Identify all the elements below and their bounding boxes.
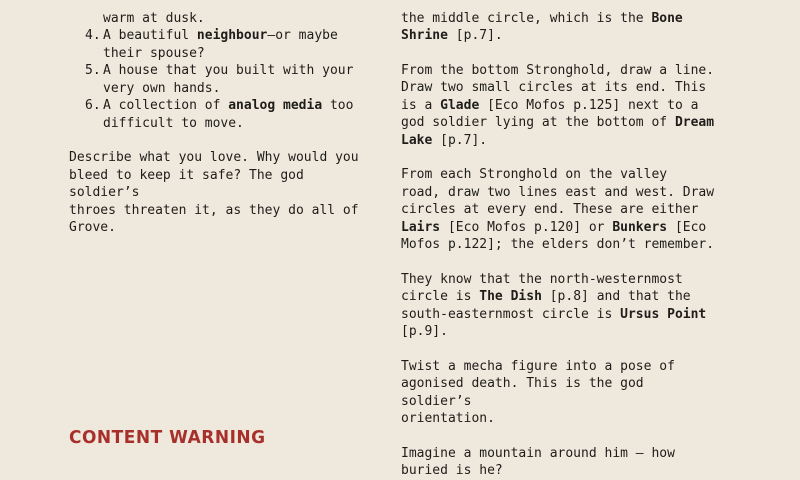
top-crop-edge bbox=[0, 0, 800, 7]
glade-paragraph: From the bottom Stronghold, draw a line. Draw two small circles at its end. This is a Glade [Eco Mofos p.125] next to a god soldier lying at the bottom of Dream Lake [p.7]. bbox=[401, 62, 715, 148]
right-column bbox=[401, 0, 721, 480]
mountain-paragraph: Imagine a mountain around him — how buried is he? bbox=[401, 445, 675, 478]
list-item: 4. A beautiful neighbour—or maybe their spouse? bbox=[85, 28, 338, 61]
keyword: neighbour bbox=[196, 28, 268, 43]
list-item: 6. A collection of analog media too difficult to move. bbox=[85, 98, 354, 131]
list-item: 5. A house that you built with your very own hands. bbox=[85, 63, 354, 96]
mecha-paragraph: Twist a mecha figure into a pose of agonised death. This is the god soldier’s orientation. bbox=[401, 358, 675, 426]
lairs-paragraph: From each Stronghold on the valley road, draw two lines east and west. Draw circles at every end. These are either Lairs [Eco Mofos p.120] or Bunkers [Eco Mofos p.122]; the elders don’t remember. bbox=[401, 167, 715, 252]
describe-paragraph: Describe what you love. Why would you bleed to keep it safe? The god soldier’s throes threaten it, as they do all of Grove. bbox=[69, 150, 359, 235]
content-warning-heading: CONTENT WARNING bbox=[69, 427, 266, 449]
keyword: analog media bbox=[228, 98, 323, 113]
left-column bbox=[69, 0, 369, 237]
list-item: warm at dusk. bbox=[103, 10, 205, 26]
dish-paragraph: They know that the north-westernmost circle is The Dish [p.8] and that the south-easternmost circle is Ursus Point [p.9]. bbox=[401, 271, 707, 339]
love-list bbox=[69, 0, 369, 132]
stronghold-paragraph: the middle circle, which is the Bone Shrine [p.7]. bbox=[401, 10, 683, 43]
